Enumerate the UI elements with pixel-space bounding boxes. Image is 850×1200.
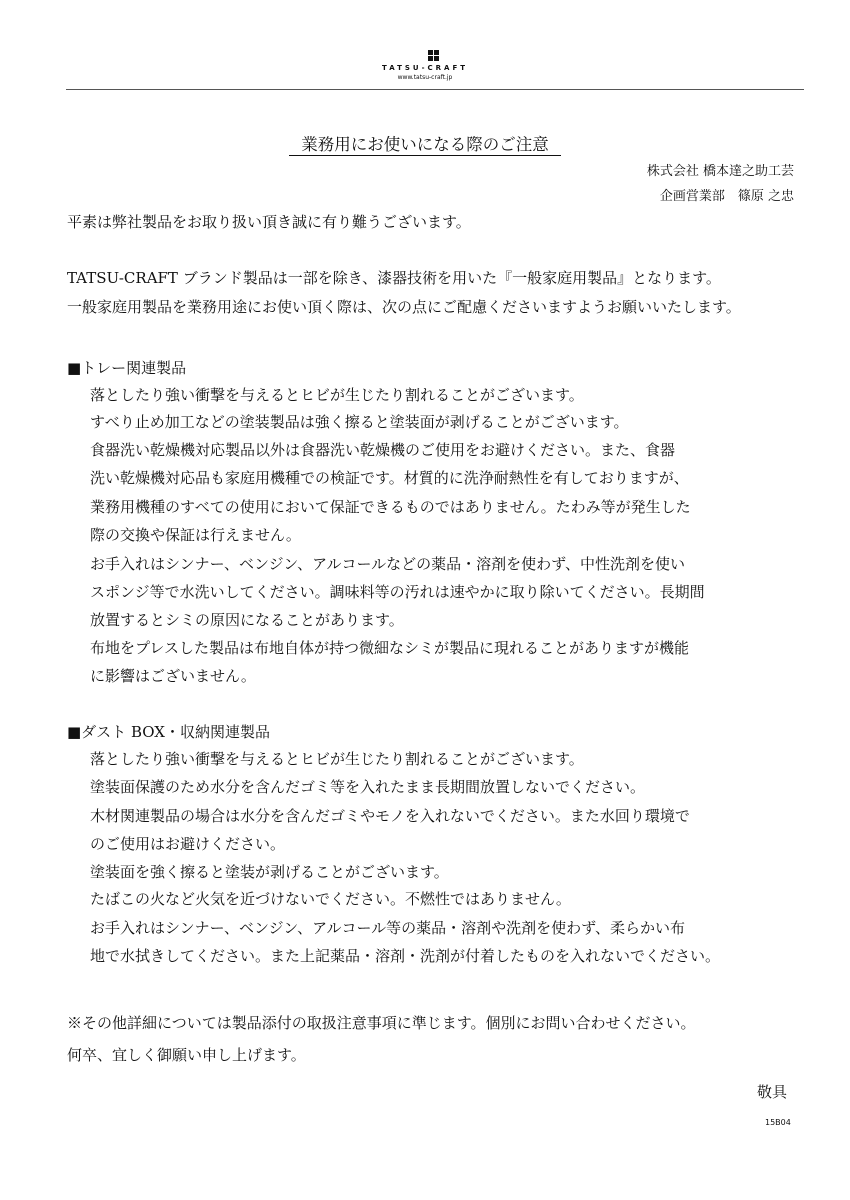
intro-line: 一般家庭用製品を業務用途にお使い頂く際は、次の点にご配慮くださいますようお願いいたします。	[67, 298, 741, 316]
section2-line: たばこの火など火気を近づけないでください。不燃性ではありません。	[90, 890, 571, 908]
footer-request: 何卒、宜しく御願い申し上げます。	[67, 1046, 306, 1064]
closing-word: 敬具	[757, 1083, 788, 1101]
document-title: 業務用にお使いになる際のご注意	[0, 134, 850, 156]
section2-line: 地で水拭きしてください。また上記薬品・溶剤・洗剤が付着したものを入れないでください。	[90, 947, 721, 965]
section1-line: すべり止め加工などの塗装製品は強く擦ると塗装面が剥げることがございます。	[90, 413, 629, 431]
brand-url: www.tatsu-craft.jp	[397, 74, 453, 81]
section-heading-tray: ■トレー関連製品	[67, 359, 187, 377]
section1-line: 際の交換や保証は行えません。	[90, 526, 301, 544]
document-number: 15B04	[765, 1118, 791, 1127]
section2-line: 塗装面を強く擦ると塗装が剥げることがございます。	[90, 863, 449, 881]
greeting: 平素は弊社製品をお取り扱い頂き誠に有り難うございます。	[67, 213, 471, 231]
section1-line: 食器洗い乾燥機対応製品以外は食器洗い乾燥機のご使用をお避けください。また、食器	[90, 441, 676, 459]
section2-line: 落としたり強い衝撃を与えるとヒビが生じたり割れることがございます。	[90, 750, 584, 768]
section1-line: 洗い乾燥機対応品も家庭用機種での検証です。材質的に洗浄耐熱性を有しておりますが、	[90, 469, 689, 487]
section1-line: 布地をプレスした製品は布地自体が持つ微細なシミが製品に現れることがありますが機能	[90, 639, 689, 657]
sender-department: 企画営業部 篠原 之忠	[659, 189, 794, 204]
sender-company: 株式会社 橋本達之助工芸	[646, 164, 794, 179]
section-heading-dustbox: ■ダスト BOX・収納関連製品	[67, 723, 270, 741]
section2-line: お手入れはシンナー、ベンジン、アルコール等の薬品・溶剤や洗剤を使わず、柔らかい布	[90, 919, 685, 937]
brand-name: TATSU-CRAFT	[381, 64, 468, 72]
section2-line: 塗装面保護のため水分を含んだゴミ等を入れたまま長期間放置しないでください。	[90, 778, 646, 796]
section1-line: に影響はございません。	[90, 667, 256, 685]
intro-line: TATSU-CRAFT ブランド製品は一部を除き、漆器技術を用いた『一般家庭用製品』となります。	[67, 269, 721, 287]
section1-line: お手入れはシンナー、ベンジン、アルコールなどの薬品・溶剤を使わず、中性洗剤を使い	[90, 555, 685, 573]
brand-logo-icon	[428, 50, 439, 61]
section1-line: 放置するとシミの原因になることがあります。	[90, 611, 404, 629]
section1-line: 落としたり強い衝撃を与えるとヒビが生じたり割れることがございます。	[90, 386, 584, 404]
letterhead	[0, 0, 850, 92]
footer-note: ※その他詳細については製品添付の取扱注意事項に準じます。個別にお問い合わせください。	[67, 1014, 696, 1032]
section1-line: スポンジ等で水洗いしてください。調味料等の汚れは速やかに取り除いてください。長期間	[90, 583, 705, 601]
section2-line: のご使用はお避けください。	[90, 835, 286, 853]
section1-line: 業務用機種のすべての使用において保証できるものではありません。たわみ等が発生した	[90, 498, 691, 516]
header-divider	[66, 89, 804, 90]
section2-line: 木材関連製品の場合は水分を含んだゴミやモノを入れないでください。また水回り環境で	[90, 807, 690, 825]
